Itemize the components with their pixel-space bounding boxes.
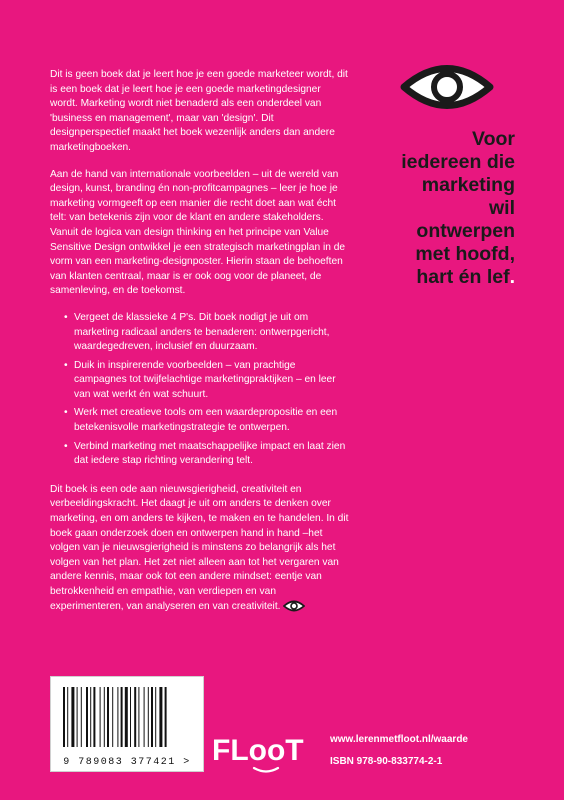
tagline-line: iedereen die: [401, 151, 515, 173]
tagline-line: wil: [488, 197, 515, 219]
website-link[interactable]: www.lerenmetfloot.nl/waarde: [330, 734, 468, 745]
publisher-logo: [208, 728, 318, 776]
back-cover-text: [50, 68, 350, 614]
feature-list: [64, 311, 350, 469]
closing-text: Dit boek is een ode aan nieuwsgierigheid, creativiteit en verbeeldingskracht. Het daagt je uit om anders te denken over marketing, en om anders te kijken, te maken en te handelen. In dit boek gaan onderzoek doen en ontwerpen hand in hand –het volgen van je nieuwsgierigheid is minstens zo belangrijk als het volgen van het plan. Het zet niet alleen aan tot het vergaren van andere kennis, maar ook tot een andere mindset: eentje van betrokkenheid en empathie, van verdiepen en van experimenteren, van analyseren en van creativiteit.: [50, 483, 349, 612]
list-item: • Verbind marketing met maatschappelijke impact en laat zien dat iedere stap richting verandering telt.: [64, 440, 350, 469]
tagline-line: ontwerpen: [416, 220, 515, 242]
list-item: • Duik in inspirerende voorbeelden – van prachtige campagnes tot twijfelachtige marketingpraktijken – en leer van wat werkt én wat schuurt.: [64, 359, 350, 403]
tagline-line: Voor: [472, 128, 515, 150]
barcode: [50, 676, 204, 772]
tagline-line: marketing: [421, 174, 515, 196]
eye-icon: [398, 62, 496, 112]
tagline-line: hart én lef: [416, 266, 510, 288]
list-item: • Werk met creatieve tools om een waardepropositie en een betekenisvolle marketingstrategie te ontwerpen.: [64, 406, 350, 435]
tagline-last-line: [365, 266, 515, 289]
tagline-line: met hoofd,: [415, 243, 515, 265]
tagline-end-dot: .: [509, 266, 515, 288]
publisher-name: FLooT: [212, 734, 304, 767]
eye-icon: [283, 600, 305, 612]
intro-paragraph: Dit is geen boek dat je leert hoe je een goede marketeer wordt, dit is een boek dat je leert hoe je een goede marketingdesigner wordt. Marketing wordt niet benaderd als een onderdeel van 'business en management', maar van 'design'. Dit designperspectief maakt het boek wezenlijk anders dan andere marketingboeken.: [50, 69, 348, 153]
isbn: ISBN 978-90-833774-2-1: [330, 756, 443, 767]
barcode-bars: [61, 687, 193, 747]
method-paragraph: Aan de hand van internationale voorbeelden – uit de wereld van design, kunst, branding én non-profitcampagnes – leer je hoe je marketing vormgeeft op een manier die recht doet aan wat écht telt: van betekenis zijn voor de klant en andere stakeholders. Vanuit de logica van design thinking en het principe van Value Sensitive Design ontwikkel je een strategisch marketingplan in de vorm van een marketing-designposter. Hierin staan de behoeften van klanten centraal, maar is er ook oog voor de planeet, de samenleving, en de toekomst.: [50, 168, 346, 297]
list-item: • Vergeet de klassieke 4 P's. Dit boek nodigt je uit om marketing radicaal anders te benaderen: ontwerpgericht, waardegedreven, inclusief en duurzaam.: [64, 311, 350, 355]
closing-paragraph: [50, 483, 350, 614]
barcode-number: 9 789083 377421 >: [63, 757, 191, 768]
tagline: [365, 128, 515, 289]
